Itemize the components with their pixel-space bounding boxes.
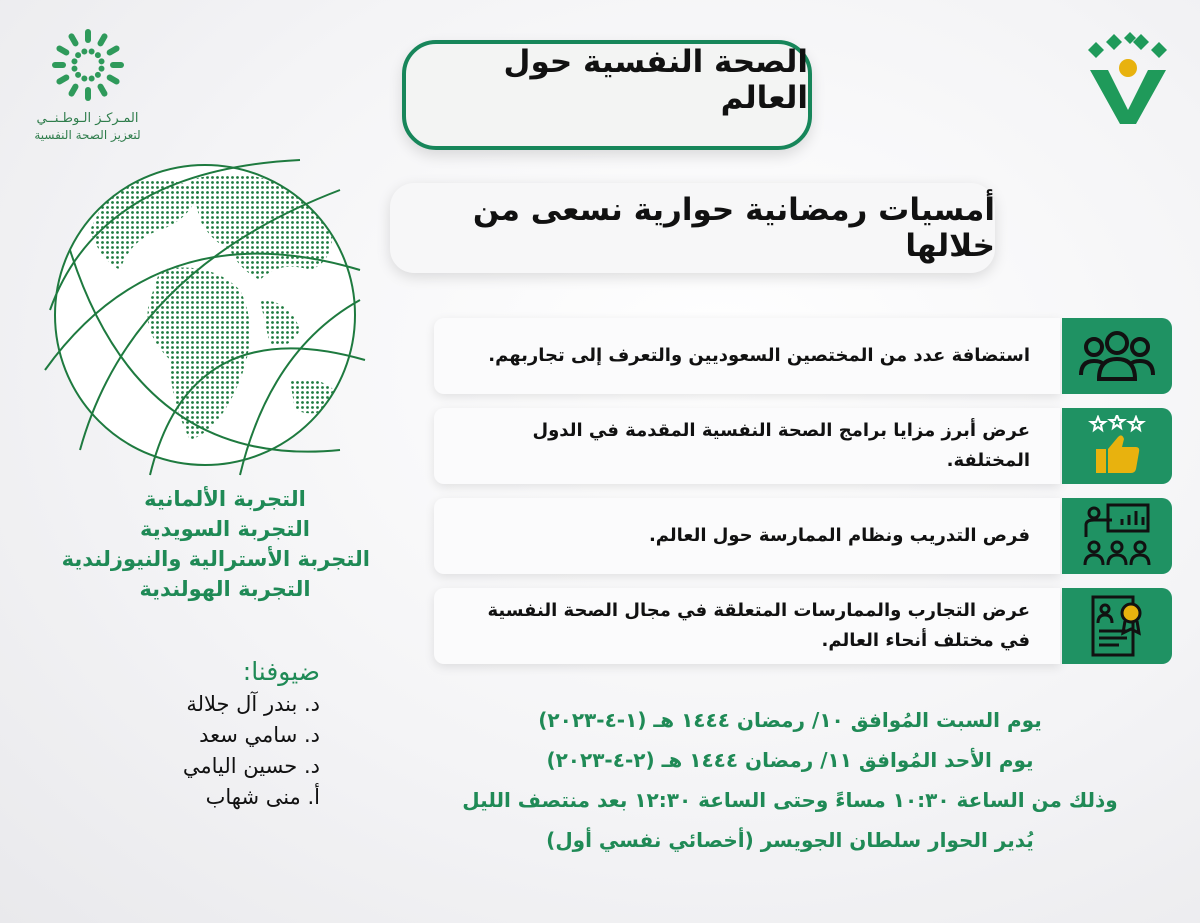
page-subtitle: أمسيات رمضانية حوارية نسعى من خلالها: [472, 192, 995, 264]
feature-item: [434, 408, 1172, 484]
page-title: الصحة النفسية حول العالم: [503, 44, 808, 116]
presentation-icon: [1062, 498, 1172, 574]
feature-text: استضافة عدد من المختصين السعوديين والتعرف إلى تجاربهم.: [488, 345, 1030, 366]
guests-title: ضيوفنا:: [242, 657, 320, 686]
center-logo: [20, 25, 155, 142]
experiences-list: [61, 484, 370, 604]
campaign-logo-icon: [1080, 28, 1175, 128]
logo-name-line2: لتعزيز الصحة النفسية: [34, 128, 141, 142]
certificate-icon: [1062, 588, 1172, 664]
center-logo-icon: [48, 25, 128, 105]
logo-name-line1: المـركـز الـوطـنــي: [36, 111, 139, 126]
schedule-line: يُدير الحوار سلطان الجويسر (أخصائي نفسي أول): [546, 828, 1034, 852]
experience-item: التجربة الهولندية: [139, 577, 311, 601]
guests-section: [140, 655, 320, 813]
guest-name: أ. منى شهاب: [205, 785, 320, 809]
feature-text: عرض التجارب والممارسات المتعلقة في مجال الصحة النفسية في مختلف أنحاء العالم.: [487, 600, 1030, 651]
experience-item: التجربة الأسترالية والنيوزلندية: [61, 547, 370, 571]
guest-name: د. بندر آل جلالة: [186, 692, 320, 716]
subtitle-banner: [390, 183, 995, 273]
guest-name: د. سامي سعد: [199, 723, 320, 747]
schedule-line: وذلك من الساعة ١٠:٣٠ مساءً وحتى الساعة ١٢:٣٠ بعد منتصف الليل: [462, 788, 1118, 812]
schedule-line: يوم السبت المُوافق ١٠/ رمضان ١٤٤٤ هـ (١-٤-٢٠٢٣): [538, 708, 1042, 732]
feature-text: عرض أبرز مزايا برامج الصحة النفسية المقدمة في الدول المختلفة.: [532, 420, 1030, 471]
globe-illustration: [40, 150, 370, 480]
thumbs-up-stars-icon: [1062, 408, 1172, 484]
experience-item: التجربة الألمانية: [144, 487, 306, 511]
schedule-section: [440, 700, 1140, 860]
title-banner: [402, 40, 812, 150]
guest-name: د. حسين اليامي: [182, 754, 320, 778]
experience-item: التجربة السويدية: [139, 517, 311, 541]
feature-item: [434, 318, 1172, 394]
feature-text: فرص التدريب ونظام الممارسة حول العالم.: [648, 525, 1030, 546]
feature-item: [434, 498, 1172, 574]
group-icon: [1062, 318, 1172, 394]
schedule-line: يوم الأحد المُوافق ١١/ رمضان ١٤٤٤ هـ (٢-٤-٢٠٢٣): [546, 748, 1034, 772]
feature-item: [434, 588, 1172, 664]
